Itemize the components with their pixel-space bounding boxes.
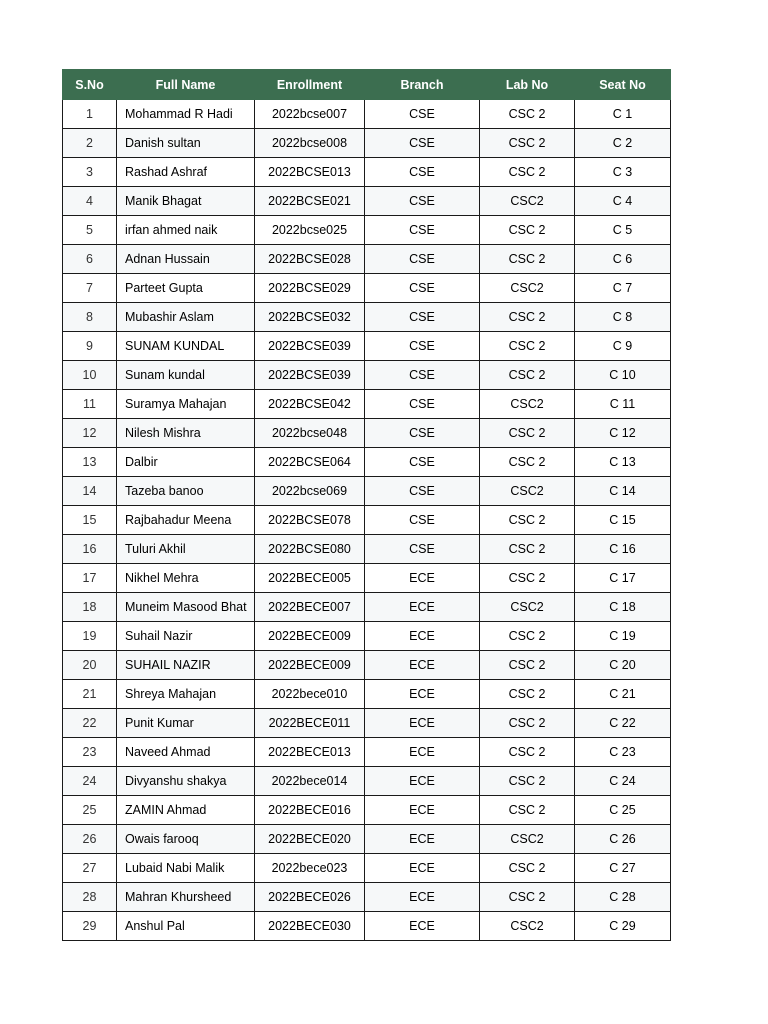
branch-cell: ECE (365, 854, 480, 883)
lab-no-cell: CSC 2 (480, 535, 575, 564)
full-name-cell: Rashad Ashraf (117, 158, 255, 187)
branch-cell: CSE (365, 506, 480, 535)
lab-no-cell: CSC 2 (480, 796, 575, 825)
table-row (63, 767, 671, 796)
lab-no-cell: CSC 2 (480, 738, 575, 767)
lab-no-cell: CSC 2 (480, 100, 575, 129)
lab-no-cell: CSC 2 (480, 332, 575, 361)
enrollment-cell: 2022BECE026 (255, 883, 365, 912)
sno-cell: 8 (63, 303, 117, 332)
sno-cell: 4 (63, 187, 117, 216)
seat-no-cell: C 20 (575, 651, 671, 680)
table-row (63, 361, 671, 390)
sno-cell: 3 (63, 158, 117, 187)
seat-no-cell: C 3 (575, 158, 671, 187)
column-header-branch: Branch (365, 70, 480, 100)
table-row (63, 680, 671, 709)
sno-cell: 19 (63, 622, 117, 651)
column-header-sno: S.No (63, 70, 117, 100)
seat-no-cell: C 8 (575, 303, 671, 332)
table-row (63, 129, 671, 158)
lab-no-cell: CSC2 (480, 912, 575, 941)
branch-cell: CSE (365, 187, 480, 216)
seat-no-cell: C 22 (575, 709, 671, 738)
sno-cell: 14 (63, 477, 117, 506)
branch-cell: CSE (365, 361, 480, 390)
full-name-cell: Mubashir Aslam (117, 303, 255, 332)
enrollment-cell: 2022bcse025 (255, 216, 365, 245)
table-row (63, 477, 671, 506)
full-name-cell: SUNAM KUNDAL (117, 332, 255, 361)
enrollment-cell: 2022BECE016 (255, 796, 365, 825)
seat-no-cell: C 27 (575, 854, 671, 883)
column-header-enrollment: Enrollment (255, 70, 365, 100)
branch-cell: CSE (365, 303, 480, 332)
table-row (63, 100, 671, 129)
table-row (63, 564, 671, 593)
branch-cell: ECE (365, 767, 480, 796)
table-row (63, 448, 671, 477)
seat-no-cell: C 29 (575, 912, 671, 941)
lab-no-cell: CSC2 (480, 477, 575, 506)
enrollment-cell: 2022BECE005 (255, 564, 365, 593)
lab-no-cell: CSC 2 (480, 303, 575, 332)
table-row (63, 245, 671, 274)
seat-no-cell: C 21 (575, 680, 671, 709)
enrollment-cell: 2022BCSE064 (255, 448, 365, 477)
full-name-cell: Naveed Ahmad (117, 738, 255, 767)
table-row (63, 187, 671, 216)
sno-cell: 28 (63, 883, 117, 912)
full-name-cell: Nikhel Mehra (117, 564, 255, 593)
lab-no-cell: CSC 2 (480, 361, 575, 390)
enrollment-cell: 2022BCSE028 (255, 245, 365, 274)
full-name-cell: Divyanshu shakya (117, 767, 255, 796)
enrollment-cell: 2022bece014 (255, 767, 365, 796)
table-row (63, 651, 671, 680)
seat-no-cell: C 1 (575, 100, 671, 129)
branch-cell: ECE (365, 883, 480, 912)
full-name-cell: irfan ahmed naik (117, 216, 255, 245)
column-header-lab-no: Lab No (480, 70, 575, 100)
sno-cell: 11 (63, 390, 117, 419)
sno-cell: 18 (63, 593, 117, 622)
header-row (63, 70, 671, 100)
branch-cell: CSE (365, 332, 480, 361)
seat-no-cell: C 18 (575, 593, 671, 622)
lab-no-cell: CSC 2 (480, 651, 575, 680)
lab-no-cell: CSC 2 (480, 854, 575, 883)
enrollment-cell: 2022bcse048 (255, 419, 365, 448)
lab-no-cell: CSC 2 (480, 680, 575, 709)
seat-no-cell: C 9 (575, 332, 671, 361)
branch-cell: ECE (365, 651, 480, 680)
seat-no-cell: C 14 (575, 477, 671, 506)
table-row (63, 274, 671, 303)
table-row (63, 216, 671, 245)
full-name-cell: Parteet Gupta (117, 274, 255, 303)
table-body (63, 100, 671, 941)
sno-cell: 12 (63, 419, 117, 448)
table-row (63, 419, 671, 448)
full-name-cell: Anshul Pal (117, 912, 255, 941)
enrollment-cell: 2022bece023 (255, 854, 365, 883)
enrollment-cell: 2022BCSE042 (255, 390, 365, 419)
full-name-cell: Lubaid Nabi Malik (117, 854, 255, 883)
full-name-cell: Tazeba banoo (117, 477, 255, 506)
sno-cell: 29 (63, 912, 117, 941)
enrollment-cell: 2022bcse007 (255, 100, 365, 129)
full-name-cell: Manik Bhagat (117, 187, 255, 216)
sno-cell: 9 (63, 332, 117, 361)
branch-cell: ECE (365, 796, 480, 825)
sno-cell: 22 (63, 709, 117, 738)
table-row (63, 390, 671, 419)
full-name-cell: Punit Kumar (117, 709, 255, 738)
seat-no-cell: C 7 (575, 274, 671, 303)
enrollment-cell: 2022BECE009 (255, 651, 365, 680)
full-name-cell: Suhail Nazir (117, 622, 255, 651)
lab-no-cell: CSC 2 (480, 129, 575, 158)
table-row (63, 593, 671, 622)
lab-no-cell: CSC 2 (480, 158, 575, 187)
sno-cell: 17 (63, 564, 117, 593)
table-row (63, 796, 671, 825)
seat-no-cell: C 16 (575, 535, 671, 564)
seat-no-cell: C 24 (575, 767, 671, 796)
branch-cell: ECE (365, 680, 480, 709)
enrollment-cell: 2022bcse008 (255, 129, 365, 158)
full-name-cell: Owais farooq (117, 825, 255, 854)
seat-no-cell: C 6 (575, 245, 671, 274)
sno-cell: 25 (63, 796, 117, 825)
enrollment-cell: 2022bece010 (255, 680, 365, 709)
full-name-cell: ZAMIN Ahmad (117, 796, 255, 825)
full-name-cell: SUHAIL NAZIR (117, 651, 255, 680)
table-row (63, 332, 671, 361)
sno-cell: 21 (63, 680, 117, 709)
seat-no-cell: C 12 (575, 419, 671, 448)
seat-no-cell: C 10 (575, 361, 671, 390)
enrollment-cell: 2022BECE011 (255, 709, 365, 738)
lab-no-cell: CSC 2 (480, 564, 575, 593)
branch-cell: CSE (365, 100, 480, 129)
enrollment-cell: 2022BCSE080 (255, 535, 365, 564)
branch-cell: CSE (365, 419, 480, 448)
lab-no-cell: CSC 2 (480, 767, 575, 796)
table-row (63, 912, 671, 941)
branch-cell: ECE (365, 564, 480, 593)
seat-no-cell: C 19 (575, 622, 671, 651)
enrollment-cell: 2022BECE009 (255, 622, 365, 651)
branch-cell: CSE (365, 274, 480, 303)
full-name-cell: Danish sultan (117, 129, 255, 158)
branch-cell: CSE (365, 535, 480, 564)
full-name-cell: Tuluri Akhil (117, 535, 255, 564)
table-row (63, 622, 671, 651)
table-row (63, 709, 671, 738)
sno-cell: 7 (63, 274, 117, 303)
seating-table (62, 69, 671, 941)
branch-cell: ECE (365, 825, 480, 854)
full-name-cell: Mahran Khursheed (117, 883, 255, 912)
full-name-cell: Suramya Mahajan (117, 390, 255, 419)
seat-no-cell: C 17 (575, 564, 671, 593)
seat-no-cell: C 28 (575, 883, 671, 912)
seat-no-cell: C 25 (575, 796, 671, 825)
branch-cell: CSE (365, 245, 480, 274)
enrollment-cell: 2022BECE030 (255, 912, 365, 941)
sno-cell: 2 (63, 129, 117, 158)
sno-cell: 10 (63, 361, 117, 390)
lab-no-cell: CSC2 (480, 825, 575, 854)
lab-no-cell: CSC2 (480, 274, 575, 303)
enrollment-cell: 2022BCSE039 (255, 332, 365, 361)
enrollment-cell: 2022BCSE029 (255, 274, 365, 303)
sno-cell: 6 (63, 245, 117, 274)
branch-cell: ECE (365, 709, 480, 738)
branch-cell: CSE (365, 448, 480, 477)
column-header-seat-no: Seat No (575, 70, 671, 100)
lab-no-cell: CSC 2 (480, 448, 575, 477)
table-row (63, 158, 671, 187)
branch-cell: ECE (365, 738, 480, 767)
seat-no-cell: C 5 (575, 216, 671, 245)
full-name-cell: Adnan Hussain (117, 245, 255, 274)
branch-cell: ECE (365, 622, 480, 651)
full-name-cell: Sunam kundal (117, 361, 255, 390)
enrollment-cell: 2022BCSE013 (255, 158, 365, 187)
full-name-cell: Rajbahadur Meena (117, 506, 255, 535)
lab-no-cell: CSC 2 (480, 419, 575, 448)
table-row (63, 506, 671, 535)
table-row (63, 738, 671, 767)
table-row (63, 825, 671, 854)
seat-no-cell: C 11 (575, 390, 671, 419)
lab-no-cell: CSC 2 (480, 245, 575, 274)
table-row (63, 303, 671, 332)
full-name-cell: Mohammad R Hadi (117, 100, 255, 129)
branch-cell: ECE (365, 912, 480, 941)
lab-no-cell: CSC 2 (480, 622, 575, 651)
table-row (63, 883, 671, 912)
lab-no-cell: CSC 2 (480, 506, 575, 535)
branch-cell: CSE (365, 390, 480, 419)
enrollment-cell: 2022BCSE021 (255, 187, 365, 216)
sno-cell: 26 (63, 825, 117, 854)
branch-cell: CSE (365, 477, 480, 506)
branch-cell: CSE (365, 158, 480, 187)
sno-cell: 16 (63, 535, 117, 564)
enrollment-cell: 2022BCSE078 (255, 506, 365, 535)
table-row (63, 854, 671, 883)
sno-cell: 1 (63, 100, 117, 129)
enrollment-cell: 2022BCSE039 (255, 361, 365, 390)
enrollment-cell: 2022BCSE032 (255, 303, 365, 332)
enrollment-cell: 2022BECE013 (255, 738, 365, 767)
sno-cell: 24 (63, 767, 117, 796)
branch-cell: CSE (365, 216, 480, 245)
full-name-cell: Muneim Masood Bhat (117, 593, 255, 622)
lab-no-cell: CSC2 (480, 390, 575, 419)
enrollment-cell: 2022bcse069 (255, 477, 365, 506)
seat-no-cell: C 26 (575, 825, 671, 854)
sno-cell: 20 (63, 651, 117, 680)
seating-table-sheet (62, 69, 670, 941)
lab-no-cell: CSC2 (480, 187, 575, 216)
full-name-cell: Nilesh Mishra (117, 419, 255, 448)
sno-cell: 15 (63, 506, 117, 535)
branch-cell: CSE (365, 129, 480, 158)
enrollment-cell: 2022BECE020 (255, 825, 365, 854)
enrollment-cell: 2022BECE007 (255, 593, 365, 622)
seat-no-cell: C 23 (575, 738, 671, 767)
sno-cell: 13 (63, 448, 117, 477)
seat-no-cell: C 4 (575, 187, 671, 216)
branch-cell: ECE (365, 593, 480, 622)
seat-no-cell: C 13 (575, 448, 671, 477)
lab-no-cell: CSC 2 (480, 216, 575, 245)
full-name-cell: Dalbir (117, 448, 255, 477)
full-name-cell: Shreya Mahajan (117, 680, 255, 709)
sno-cell: 23 (63, 738, 117, 767)
seat-no-cell: C 2 (575, 129, 671, 158)
lab-no-cell: CSC 2 (480, 883, 575, 912)
lab-no-cell: CSC 2 (480, 709, 575, 738)
sno-cell: 27 (63, 854, 117, 883)
sno-cell: 5 (63, 216, 117, 245)
seat-no-cell: C 15 (575, 506, 671, 535)
table-row (63, 535, 671, 564)
lab-no-cell: CSC2 (480, 593, 575, 622)
column-header-full-name: Full Name (117, 70, 255, 100)
